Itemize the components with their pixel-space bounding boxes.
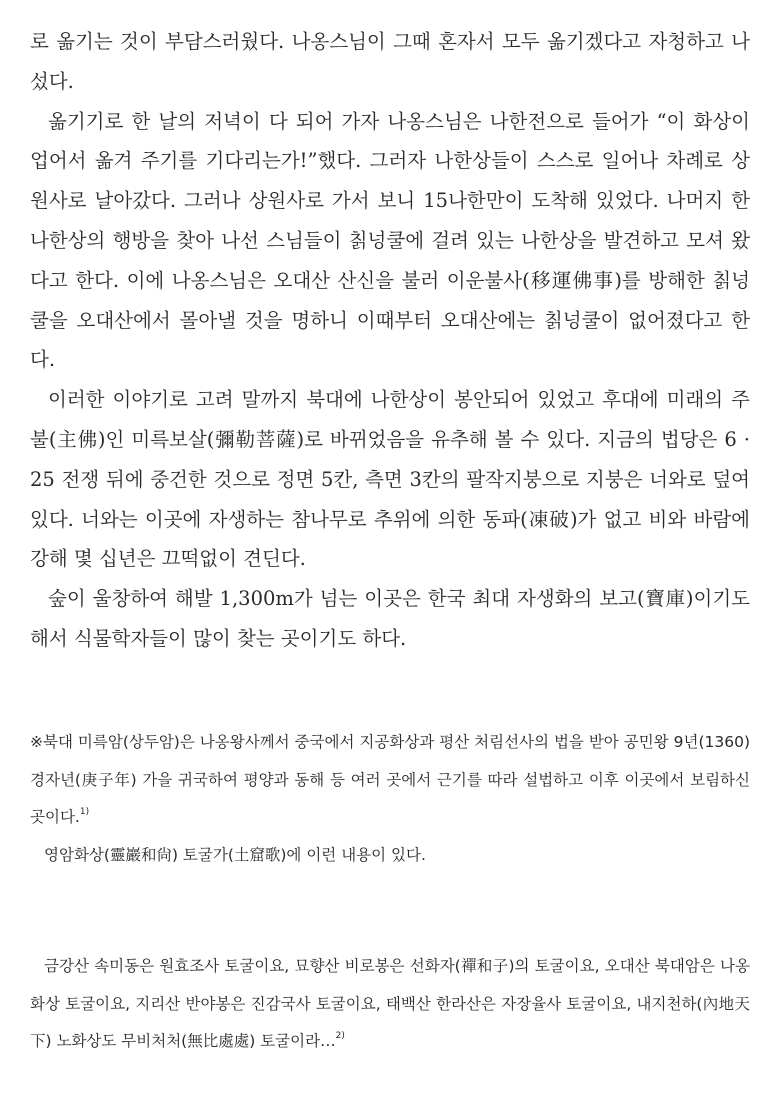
paragraph-3: 이러한 이야기로 고려 말까지 북대에 나한상이 봉안되어 있었고 후대에 미래의 주불(主佛)인 미륵보살(彌勒菩薩)로 바뀌었음을 유추해 볼 수 있다. 지금의 법당은 6 · 25 전쟁 뒤에 중건한 것으로 정면 5칸, 측면 3칸의 팔작지붕으로 지붕은 너와로 덮여있다. 너와는 이곳에 자생하는 참나무로 추위에 의한 동파(凍破)가 없고 비와 바람에 강해 몇 십년은 끄떡없이 견딘다. xyxy=(30,388,750,571)
note-block xyxy=(30,724,750,874)
main-text xyxy=(30,22,750,659)
paragraph-4: 숲이 울창하여 해발 1,300m가 넘는 이곳은 한국 최대 자생화의 보고(寶庫)이기도 해서 식물학자들이 많이 찾는 곳이기도 하다. xyxy=(30,587,750,650)
quote-block xyxy=(30,948,750,1061)
note-paragraph-2: 영암화상(靈巖和尙) 토굴가(土窟歌)에 이런 내용이 있다. xyxy=(44,845,426,864)
paragraph-1: 로 옮기는 것이 부담스러웠다. 나옹스님이 그때 혼자서 모두 옮기겠다고 자청하고 나섰다. xyxy=(30,30,750,93)
footnote-marker-2: 2) xyxy=(335,1031,345,1041)
paragraph-2: 옮기기로 한 날의 저녁이 다 되어 가자 나옹스님은 나한전으로 들어가 “이 화상이 업어서 옮겨 주기를 기다리는가!”했다. 그러자 나한상들이 스스로 일어나 차례로 상원사로 날아갔다. 그러나 상원사로 가서 보니 15나한만이 도착해 있었다. 나머지 한 나한상의 행방을 찾아 나선 스님들이 칡넝쿨에 걸려 있는 나한상을 발견하고 모셔 왔다고 한다. 이에 나옹스님은 오대산 산신을 불러 이운불사(移運佛事)를 방해한 칡넝쿨을 오대산에서 몰아낼 것을 명하니 이때부터 오대산에는 칡넝쿨이 없어졌다고 한다. xyxy=(30,109,750,372)
note-paragraph-1 xyxy=(30,724,750,837)
quote-paragraph xyxy=(30,948,750,1061)
footnote-marker-1: 1) xyxy=(79,807,90,817)
quote-text: 금강산 속미동은 원효조사 토굴이요, 묘향산 비로봉은 선화자(禪和子)의 토굴이요, 오대산 북대암은 나옹화상 토굴이요, 지리산 반야봉은 진감국사 토굴이요, 태백산 한라산은 자장율사 토굴이요, 내지천하(內地天下) 노화상도 무비처처(無比處處) 토굴이라… xyxy=(30,957,750,1050)
note-1-text: ※북대 미륵암(상두암)은 나옹왕사께서 중국에서 지공화상과 평산 처림선사의 법을 받아 공민왕 9년(1360) 경자년(庚子年) 가을 귀국하여 평양과 동해 등 여러 곳에서 근기를 따라 설법하고 이후 이곳에서 보림하신 곳이다. xyxy=(30,733,750,826)
